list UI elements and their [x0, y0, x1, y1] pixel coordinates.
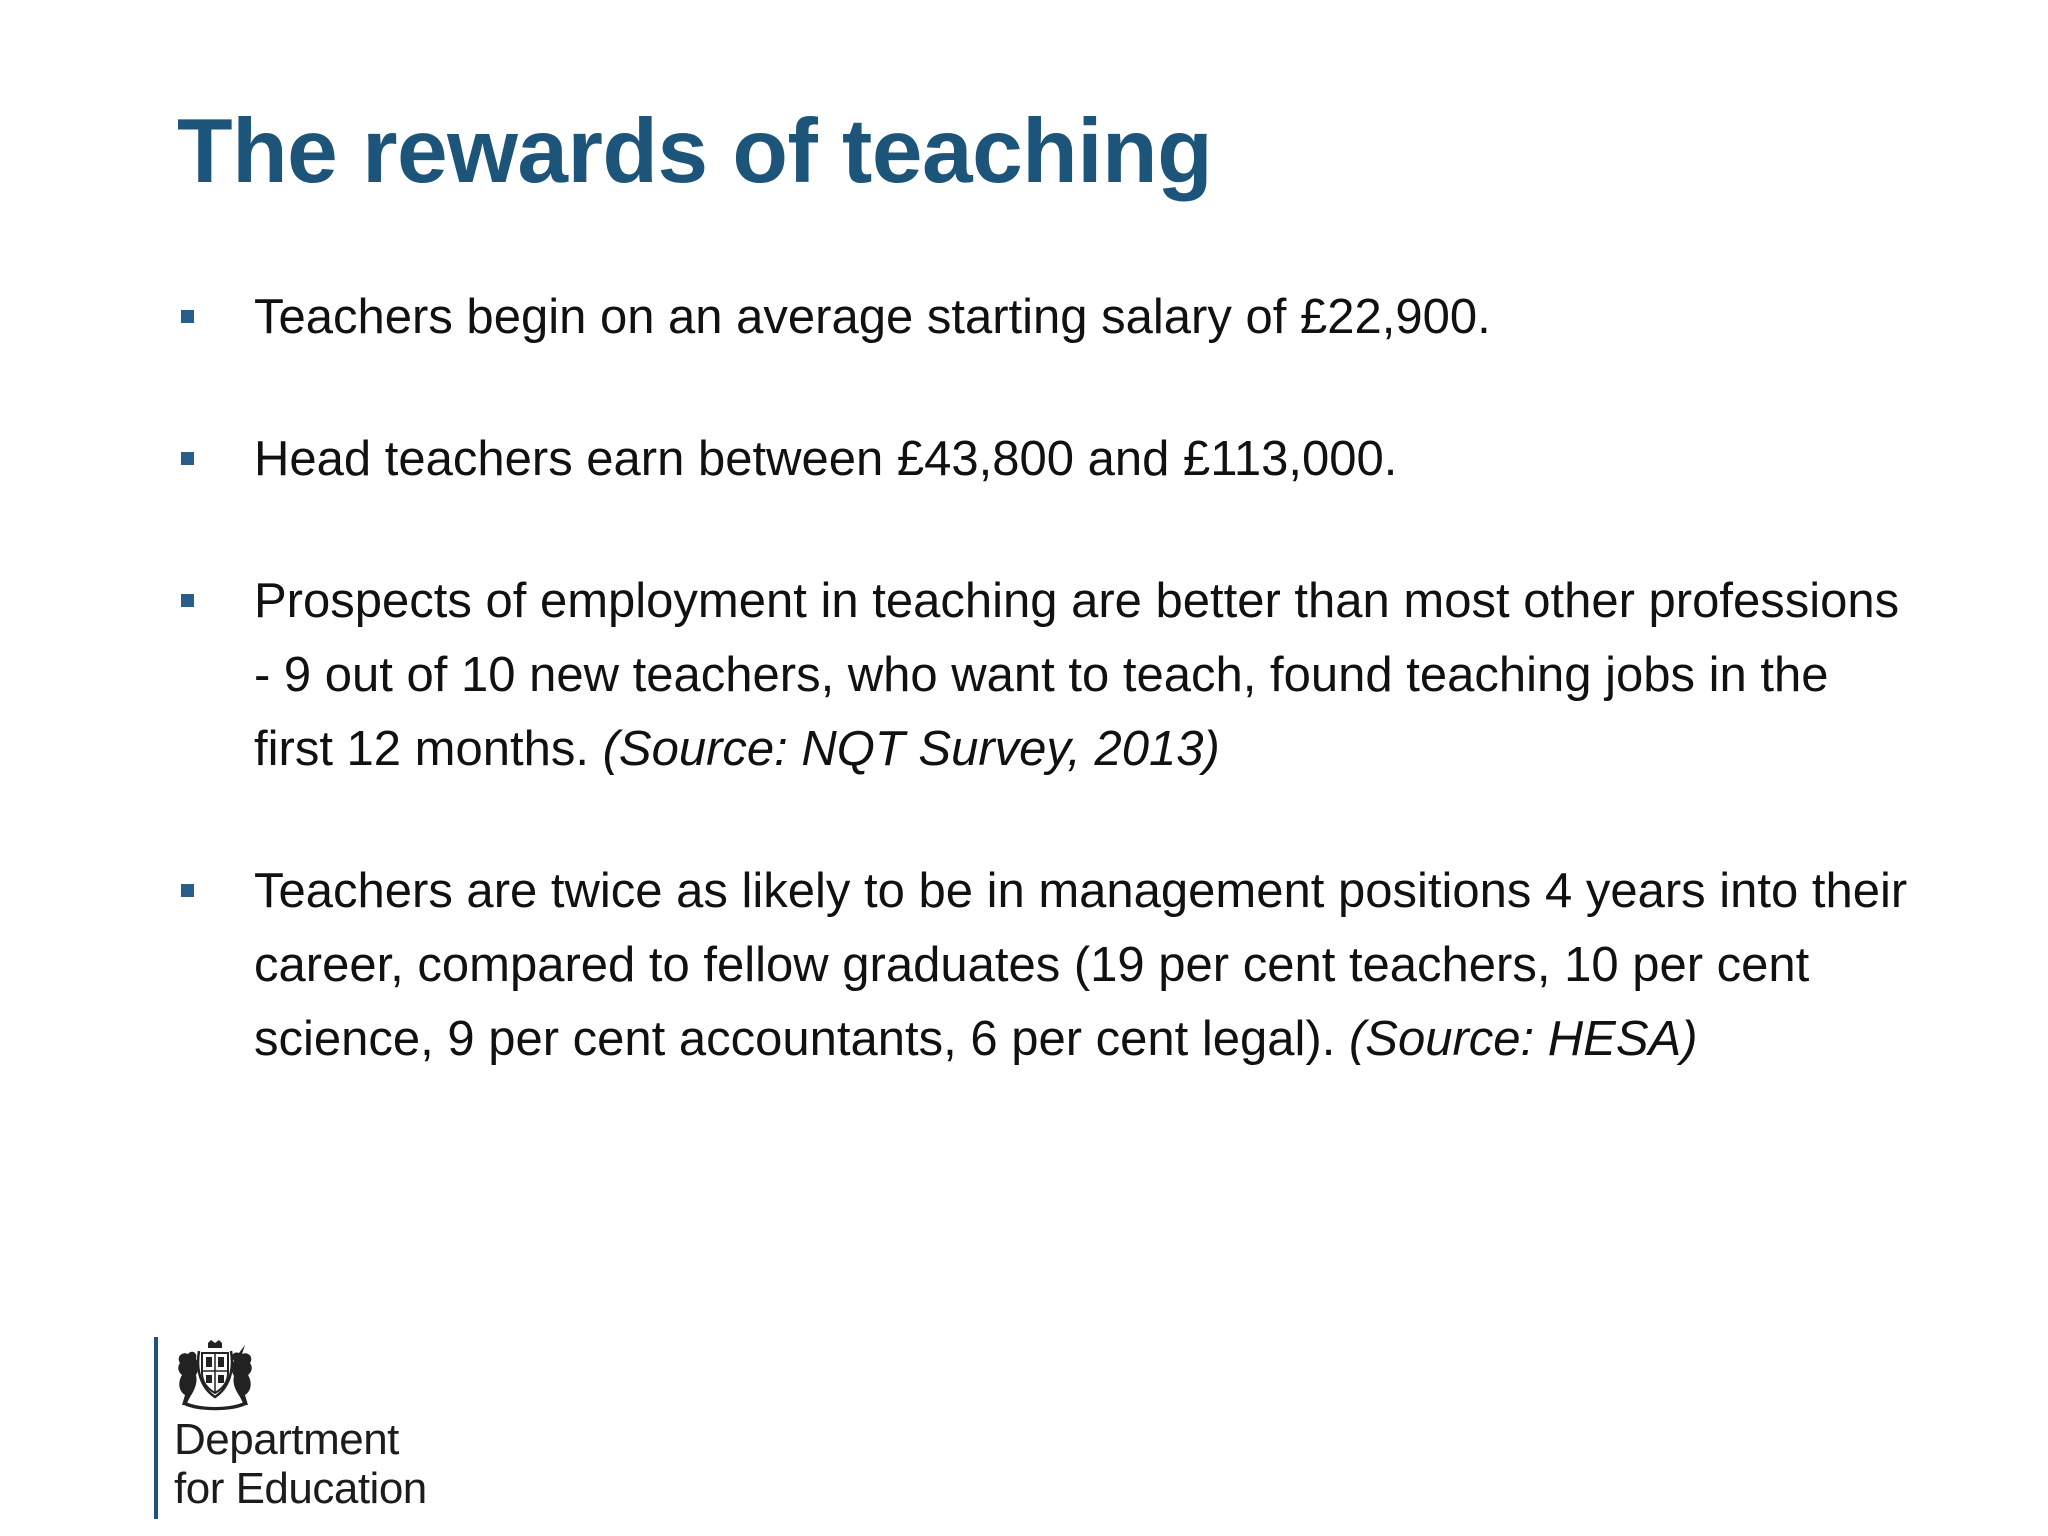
bullet-text: Teachers are twice as likely to be in management positions 4 years into their career, compared to fellow graduates (19 per cent teachers, 10 per cent science, 9 per cent accountants, 6 per cent legal). — [254, 864, 1908, 1066]
royal-coat-of-arms-icon — [172, 1339, 258, 1411]
bullet-item-salary — [177, 280, 1917, 354]
bullet-item-employment — [177, 564, 1917, 786]
bullet-item-management — [177, 854, 1917, 1076]
square-bullet-icon — [181, 594, 194, 607]
logo-rule — [154, 1337, 158, 1519]
logo-line-for-education: for Education — [174, 1464, 427, 1513]
logo-text — [174, 1415, 427, 1513]
bullet-list — [177, 280, 1917, 1144]
bullet-item-head-teachers — [177, 422, 1917, 496]
logo-line-department: Department — [174, 1415, 399, 1464]
bullet-text: Prospects of employment in teaching are better than most other professions - 9 out of 10 new teachers, who want to teach, found teaching jobs in the first 12 months. — [254, 574, 1900, 776]
bullet-source: (Source: HESA) — [1348, 1012, 1698, 1066]
dfe-logo — [154, 1337, 474, 1527]
square-bullet-icon — [181, 310, 194, 323]
square-bullet-icon — [181, 452, 194, 465]
bullet-text: Head teachers earn between £43,800 and £113,000. — [254, 432, 1398, 486]
bullet-source: (Source: NQT Survey, 2013) — [602, 722, 1220, 776]
slide-title: The rewards of teaching — [177, 101, 1213, 202]
bullet-text: Teachers begin on an average starting salary of £22,900. — [254, 290, 1491, 344]
square-bullet-icon — [181, 884, 194, 897]
